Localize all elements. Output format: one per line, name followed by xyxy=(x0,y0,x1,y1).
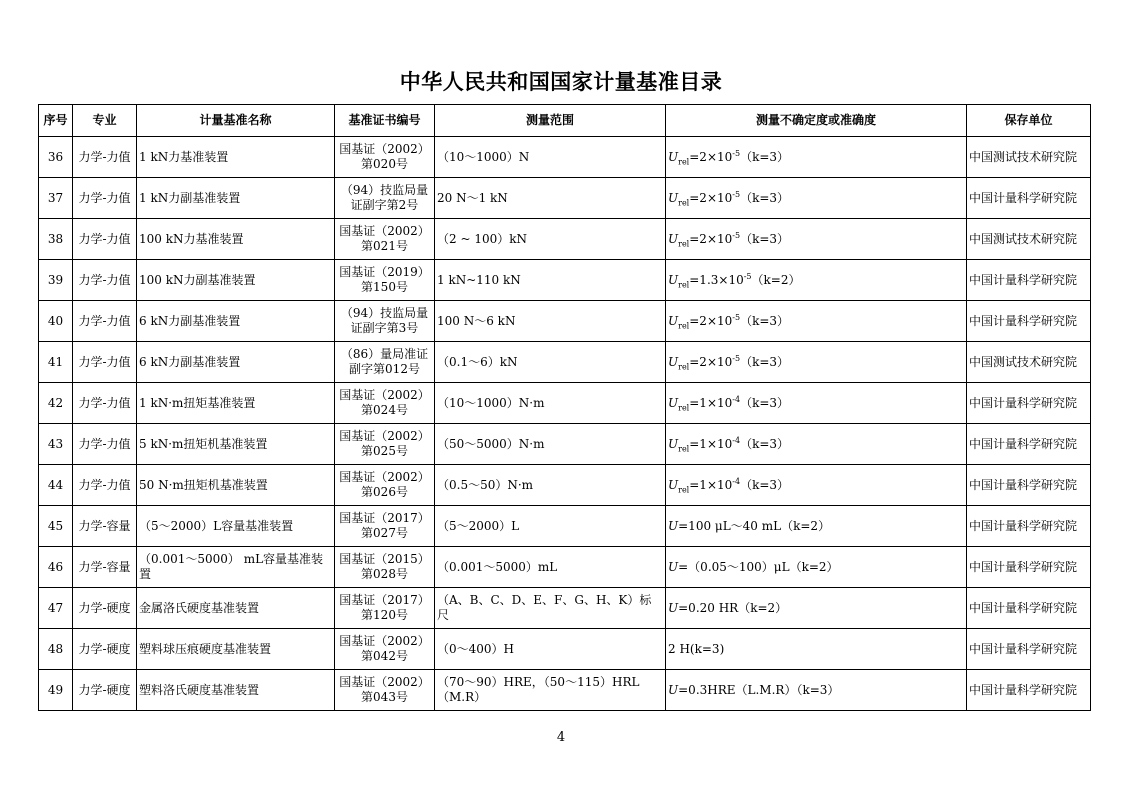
row-standard-name: 50 N·m扭矩机基准装置 xyxy=(137,465,335,506)
row-measurement-range: 20 N～1 kN xyxy=(435,178,666,219)
coverage-factor: （k=3） xyxy=(740,149,790,164)
header-no: 序号 xyxy=(39,105,73,137)
coverage-factor: （k=3） xyxy=(740,395,790,410)
uncertainty-value: =0.3HRE（L.M.R） xyxy=(678,682,797,697)
row-custodian: 中国计量科学研究院 xyxy=(967,178,1091,219)
row-measurement-range: （A、B、C、D、E、F、G、H、K）标尺 xyxy=(435,588,666,629)
uncertainty-subscript: rel xyxy=(678,156,690,166)
row-specialty: 力学-硬度 xyxy=(73,629,137,670)
row-uncertainty xyxy=(666,383,967,424)
uncertainty-symbol: U xyxy=(668,395,679,410)
row-uncertainty xyxy=(666,424,967,465)
row-number: 36 xyxy=(39,137,73,178)
row-certificate-no: 国基证（2002）第043号 xyxy=(335,670,435,711)
row-measurement-range: （0.5～50）N·m xyxy=(435,465,666,506)
row-custodian: 中国计量科学研究院 xyxy=(967,629,1091,670)
row-custodian: 中国计量科学研究院 xyxy=(967,547,1091,588)
row-number: 40 xyxy=(39,301,73,342)
uncertainty-symbol: U xyxy=(668,477,679,492)
uncertainty-value: =1×10 xyxy=(689,436,733,451)
uncertainty-value: =1.3×10 xyxy=(689,272,744,287)
row-measurement-range: （0.1～6）kN xyxy=(435,342,666,383)
coverage-factor: （k=3） xyxy=(740,354,790,369)
coverage-factor: （k=3） xyxy=(796,682,840,697)
uncertainty-value: =0.20 HR xyxy=(678,600,739,615)
uncertainty-value: =2×10 xyxy=(689,313,733,328)
row-standard-name: 6 kN力副基准装置 xyxy=(137,301,335,342)
row-specialty: 力学-力值 xyxy=(73,219,137,260)
row-number: 39 xyxy=(39,260,73,301)
row-uncertainty xyxy=(666,301,967,342)
row-measurement-range: （10～1000）N·m xyxy=(435,383,666,424)
row-custodian: 中国计量科学研究院 xyxy=(967,670,1091,711)
coverage-factor: （k=2） xyxy=(781,518,831,533)
uncertainty-value: =1×10 xyxy=(689,477,733,492)
coverage-factor: （k=3） xyxy=(740,231,790,246)
table-row xyxy=(39,178,1091,219)
uncertainty-value: =2×10 xyxy=(689,190,733,205)
row-specialty: 力学-容量 xyxy=(73,547,137,588)
uncertainty-subscript: rel xyxy=(678,361,690,371)
row-number: 49 xyxy=(39,670,73,711)
row-custodian: 中国计量科学研究院 xyxy=(967,301,1091,342)
row-uncertainty xyxy=(666,342,967,383)
row-number: 47 xyxy=(39,588,73,629)
uncertainty-subscript: rel xyxy=(678,197,690,207)
table-row xyxy=(39,342,1091,383)
table-row xyxy=(39,465,1091,506)
uncertainty-exponent: -5 xyxy=(743,271,752,281)
row-certificate-no: 国基证（2002）第020号 xyxy=(335,137,435,178)
row-number: 37 xyxy=(39,178,73,219)
row-number: 44 xyxy=(39,465,73,506)
coverage-factor: （k=3） xyxy=(740,313,790,328)
row-number: 42 xyxy=(39,383,73,424)
table-row xyxy=(39,383,1091,424)
uncertainty-subscript: rel xyxy=(678,443,690,453)
row-number: 48 xyxy=(39,629,73,670)
row-number: 46 xyxy=(39,547,73,588)
uncertainty-symbol: U xyxy=(668,231,679,246)
uncertainty-exponent: -4 xyxy=(732,394,741,404)
row-measurement-range: 1 kN~110 kN xyxy=(435,260,666,301)
row-custodian: 中国测试技术研究院 xyxy=(967,137,1091,178)
table-row xyxy=(39,670,1091,711)
table-row xyxy=(39,219,1091,260)
row-specialty: 力学-硬度 xyxy=(73,588,137,629)
table-row xyxy=(39,506,1091,547)
table-row xyxy=(39,260,1091,301)
row-number: 43 xyxy=(39,424,73,465)
row-specialty: 力学-力值 xyxy=(73,260,137,301)
coverage-factor: （k=2） xyxy=(738,600,788,615)
row-uncertainty xyxy=(666,588,967,629)
row-certificate-no: （94）技监局量证副字第2号 xyxy=(335,178,435,219)
row-standard-name: 1 kN力副基准装置 xyxy=(137,178,335,219)
uncertainty-exponent: -4 xyxy=(732,476,741,486)
row-certificate-no: 国基证（2002）第026号 xyxy=(335,465,435,506)
standards-table xyxy=(38,104,1091,711)
uncertainty-symbol: U xyxy=(668,313,679,328)
uncertainty-symbol: U xyxy=(668,518,679,533)
uncertainty-exponent: -5 xyxy=(732,312,741,322)
row-certificate-no: 国基证（2015）第028号 xyxy=(335,547,435,588)
uncertainty-value: =100 μL～40 mL xyxy=(678,518,782,533)
uncertainty-subscript: rel xyxy=(678,279,690,289)
row-certificate-no: 国基证（2017）第120号 xyxy=(335,588,435,629)
header-standard-name: 计量基准名称 xyxy=(137,105,335,137)
row-custodian: 中国计量科学研究院 xyxy=(967,383,1091,424)
row-specialty: 力学-硬度 xyxy=(73,670,137,711)
row-number: 41 xyxy=(39,342,73,383)
row-standard-name: （0.001～5000） mL容量基准装置 xyxy=(137,547,335,588)
table-header-row xyxy=(39,105,1091,137)
uncertainty-subscript: rel xyxy=(678,402,690,412)
uncertainty-symbol: U xyxy=(668,354,679,369)
table-body xyxy=(39,137,1091,711)
row-custodian: 中国计量科学研究院 xyxy=(967,588,1091,629)
page-number: 4 xyxy=(556,730,566,745)
uncertainty-symbol: U xyxy=(668,600,679,615)
uncertainty-exponent: -4 xyxy=(732,435,741,445)
row-certificate-no: （86）量局准证副字第012号 xyxy=(335,342,435,383)
coverage-factor: （k=3） xyxy=(740,436,790,451)
header-measurement-range: 测量范围 xyxy=(435,105,666,137)
row-measurement-range: （0.001～5000）mL xyxy=(435,547,666,588)
row-uncertainty xyxy=(666,670,967,711)
uncertainty-exponent: -5 xyxy=(732,230,741,240)
row-standard-name: 6 kN力副基准装置 xyxy=(137,342,335,383)
uncertainty-exponent: -5 xyxy=(732,353,741,363)
row-uncertainty xyxy=(666,137,967,178)
row-specialty: 力学-力值 xyxy=(73,301,137,342)
row-measurement-range: （0～400）H xyxy=(435,629,666,670)
row-uncertainty xyxy=(666,178,967,219)
header-specialty: 专业 xyxy=(73,105,137,137)
row-standard-name: 100 kN力副基准装置 xyxy=(137,260,335,301)
row-specialty: 力学-力值 xyxy=(73,137,137,178)
uncertainty-symbol: U xyxy=(668,559,679,574)
row-measurement-range: （70～90）HRE，（50～115）HRL（M.R） xyxy=(435,670,666,711)
row-specialty: 力学-力值 xyxy=(73,178,137,219)
row-standard-name: 塑料洛氏硬度基准装置 xyxy=(137,670,335,711)
row-uncertainty xyxy=(666,219,967,260)
uncertainty-value: =2×10 xyxy=(689,354,733,369)
table-row xyxy=(39,301,1091,342)
uncertainty-symbol: U xyxy=(668,272,679,287)
row-number: 45 xyxy=(39,506,73,547)
uncertainty-subscript: rel xyxy=(678,238,690,248)
row-standard-name: 1 kN·m扭矩基准装置 xyxy=(137,383,335,424)
header-certificate-no: 基准证书编号 xyxy=(335,105,435,137)
coverage-factor: （k=3） xyxy=(740,190,790,205)
row-uncertainty xyxy=(666,547,967,588)
uncertainty-value: =2×10 xyxy=(689,231,733,246)
row-certificate-no: 国基证（2002）第021号 xyxy=(335,219,435,260)
row-uncertainty xyxy=(666,465,967,506)
table-row xyxy=(39,424,1091,465)
uncertainty-subscript: rel xyxy=(678,320,690,330)
row-specialty: 力学-力值 xyxy=(73,465,137,506)
uncertainty-value: =（0.05～100）μL xyxy=(678,559,790,574)
row-certificate-no: （94）技监局量证副字第3号 xyxy=(335,301,435,342)
row-specialty: 力学-力值 xyxy=(73,383,137,424)
row-uncertainty xyxy=(666,629,967,670)
row-custodian: 中国测试技术研究院 xyxy=(967,219,1091,260)
page-title: 中华人民共和国国家计量基准目录 xyxy=(399,70,723,94)
row-uncertainty xyxy=(666,506,967,547)
row-measurement-range: （50～5000）N·m xyxy=(435,424,666,465)
row-certificate-no: 国基证（2019）第150号 xyxy=(335,260,435,301)
row-standard-name: 5 kN·m扭矩机基准装置 xyxy=(137,424,335,465)
row-measurement-range: （2 ~ 100）kN xyxy=(435,219,666,260)
row-measurement-range: （5～2000）L xyxy=(435,506,666,547)
row-certificate-no: 国基证（2002）第024号 xyxy=(335,383,435,424)
row-specialty: 力学-力值 xyxy=(73,424,137,465)
header-uncertainty: 测量不确定度或准确度 xyxy=(666,105,967,137)
row-custodian: 中国计量科学研究院 xyxy=(967,260,1091,301)
row-certificate-no: 国基证（2002）第025号 xyxy=(335,424,435,465)
row-custodian: 中国计量科学研究院 xyxy=(967,465,1091,506)
uncertainty-subscript: rel xyxy=(678,484,690,494)
uncertainty-symbol: U xyxy=(668,682,679,697)
row-measurement-range: （10～1000）N xyxy=(435,137,666,178)
uncertainty-symbol: U xyxy=(668,190,679,205)
row-standard-name: （5～2000）L容量基准装置 xyxy=(137,506,335,547)
uncertainty-value: 2 H xyxy=(668,641,690,656)
row-standard-name: 1 kN力基准装置 xyxy=(137,137,335,178)
row-custodian: 中国测试技术研究院 xyxy=(967,342,1091,383)
uncertainty-exponent: -5 xyxy=(732,189,741,199)
row-standard-name: 塑料球压痕硬度基准装置 xyxy=(137,629,335,670)
uncertainty-exponent: -5 xyxy=(732,148,741,158)
table-row xyxy=(39,137,1091,178)
table-row xyxy=(39,629,1091,670)
row-custodian: 中国计量科学研究院 xyxy=(967,424,1091,465)
coverage-factor: （k=2） xyxy=(751,272,801,287)
row-uncertainty xyxy=(666,260,967,301)
uncertainty-symbol: U xyxy=(668,149,679,164)
uncertainty-symbol: U xyxy=(668,436,679,451)
uncertainty-value: =2×10 xyxy=(689,149,733,164)
table-row xyxy=(39,547,1091,588)
row-certificate-no: 国基证（2017）第027号 xyxy=(335,506,435,547)
row-specialty: 力学-力值 xyxy=(73,342,137,383)
coverage-factor: （k=3） xyxy=(740,477,790,492)
coverage-factor: (k=3) xyxy=(689,641,725,656)
row-number: 38 xyxy=(39,219,73,260)
row-certificate-no: 国基证（2002）第042号 xyxy=(335,629,435,670)
row-specialty: 力学-容量 xyxy=(73,506,137,547)
row-measurement-range: 100 N～6 kN xyxy=(435,301,666,342)
row-custodian: 中国计量科学研究院 xyxy=(967,506,1091,547)
row-standard-name: 100 kN力基准装置 xyxy=(137,219,335,260)
table-row xyxy=(39,588,1091,629)
row-standard-name: 金属洛氏硬度基准装置 xyxy=(137,588,335,629)
header-custodian: 保存单位 xyxy=(967,105,1091,137)
coverage-factor: （k=2） xyxy=(789,559,839,574)
uncertainty-value: =1×10 xyxy=(689,395,733,410)
